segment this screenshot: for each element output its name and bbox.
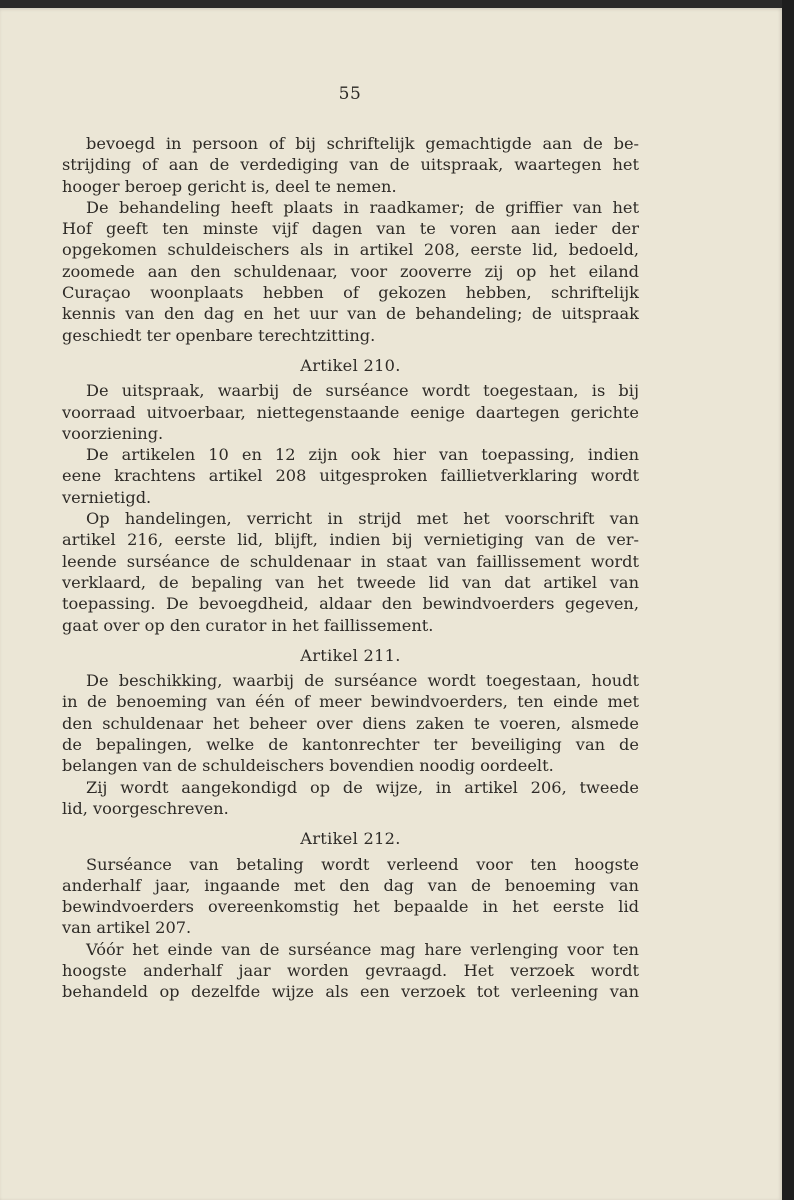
text-line: De artikelen 10 en 12 zijn ook hier van toepassing, indien [86,445,639,465]
paragraph [62,444,639,508]
text-line: Op handelingen, verricht in strijd met het voorschrift van [86,509,639,529]
text-line: Hof geeft ten minste vijf dagen van te voren aan ieder der [62,219,639,239]
scan-border-right [782,0,794,1200]
text-line: verklaard, de bepaling van het tweede lid van dat artikel van [62,572,639,592]
text-line: voorziening. [62,423,164,443]
paragraph [62,670,639,776]
paragraph [62,777,639,820]
paragraph [62,508,639,636]
text-line: leende surséance de schuldenaar in staat van faillissement wordt [62,551,639,571]
book-page [0,8,782,1200]
text-line: Vóór het einde van de surséance mag hare verlenging voor ten [86,939,639,959]
text-line: behandeld op dezelfde wijze als een verzoek tot verleening van [62,982,639,1002]
text-line: lid, voorgeschreven. [62,798,229,818]
text-line: toepassing. De bevoegdheid, aldaar den bewindvoerders gegeven, [62,594,639,614]
scan-border-top [0,0,794,8]
text-line: de bepalingen, welke de kantonrechter ter beveiliging van de [62,735,639,755]
text-line: bevoegd in persoon of bij schriftelijk gemachtigde aan de be- [86,134,639,153]
text-line: kennis van den dag en het uur van de behandeling; de uitspraak [62,304,639,324]
text-line: Zij wordt aangekondigd op de wijze, in artikel 206, tweede [86,777,639,797]
paragraph [62,133,639,197]
text-line: voorraad uitvoerbaar, niettegenstaande eenige daartegen gerichte [62,402,639,422]
text-line: hooger beroep gericht is, deel te nemen. [62,176,397,196]
body-text [62,133,639,1003]
paragraph [62,854,639,939]
text-line: De uitspraak, waarbij de surséance wordt toegestaan, is bij [86,381,639,401]
paragraph [62,197,639,346]
text-line: in de benoeming van één of meer bewindvoerders, ten einde met [62,692,639,712]
text-line: bewindvoerders overeenkomstig het bepaalde in het eerste lid [62,897,639,917]
text-line: belangen van de schuldeischers bovendien noodig oordeelt. [62,756,554,776]
text-line: den schuldenaar het beheer over diens zaken te voeren, alsmede [62,713,639,733]
paragraph [62,939,639,1003]
article-heading: Artikel 212. [300,829,401,849]
text-line: eene krachtens artikel 208 uitgesproken faillietverklaring wordt [62,466,639,486]
text-line: geschiedt ter openbare terechtzitting. [62,325,376,345]
text-line: anderhalf jaar, ingaande met den dag van de benoeming van [62,875,639,895]
page-number: 55 [338,84,362,104]
text-line: Curaçao woonplaats hebben of gekozen hebben, schriftelijk [62,283,639,303]
text-line: van artikel 207. [62,918,192,938]
text-line: Surséance van betaling wordt verleend voor ten hoogste [86,854,639,874]
text-line: De behandeling heeft plaats in raadkamer; de griffier van het [86,197,639,217]
text-line: zoomede aan den schuldenaar, voor zooverre zij op het eiland [62,261,639,281]
article-heading: Artikel 211. [300,645,401,665]
text-line: opgekomen schuldeischers als in artikel 208, eerste lid, bedoeld, [62,240,639,260]
text-line: hoogste anderhalf jaar worden gevraagd. Het verzoek wordt [62,960,639,980]
text-line: vernietigd. [62,487,152,507]
text-line: artikel 216, eerste lid, blijft, indien bij vernietiging van de ver- [62,530,639,550]
paragraph [62,380,639,444]
article-heading: Artikel 210. [300,355,401,375]
text-line: De beschikking, waarbij de surséance wordt toegestaan, houdt [86,671,639,691]
text-line: gaat over op den curator in het faillissement. [62,615,434,635]
text-line: strijding of aan de verdediging van de uitspraak, waartegen het [62,155,639,175]
